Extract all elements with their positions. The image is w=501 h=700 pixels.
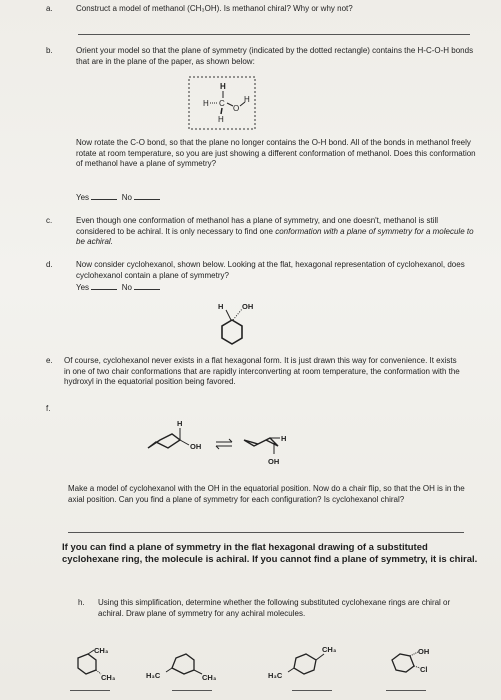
no-label: No bbox=[121, 283, 132, 292]
question-c-text-italic: conformation with a plane of symmetry for a molecule to be achiral. bbox=[76, 226, 474, 246]
molecule-4 bbox=[384, 640, 444, 684]
question-h-text: Using this simplification, determine whether the following substituted cyclohexane rings are chiral or achiral. Draw plane of symmetry for any achiral molecules. bbox=[98, 598, 451, 618]
chair2-h: H bbox=[281, 434, 287, 443]
molecule-1 bbox=[64, 644, 124, 684]
question-e-label: e. bbox=[46, 356, 53, 365]
chair2-oh: OH bbox=[268, 457, 280, 466]
methanol-o: O bbox=[233, 104, 240, 113]
question-a-label: a. bbox=[46, 4, 53, 13]
molecule-1-sub2: CH₃ bbox=[101, 673, 116, 682]
methanol-c: C bbox=[219, 99, 225, 108]
question-f-text: Make a model of cyclohexanol with the OH in the equatorial position. Now do a chair flip, so that the OH is in the axial position. Can you find a plane of symmetry for each configuration? Is cyclohexanol chiral? bbox=[68, 484, 465, 504]
question-d-text: Now consider cyclohexanol, shown below. Looking at the flat, hexagonal representation of cyclohexanol, does cyclohexanol contain a plane of symmetry? bbox=[76, 260, 465, 280]
cyclohexanol-oh: OH bbox=[242, 302, 254, 311]
answer-blank-3[interactable] bbox=[292, 690, 332, 691]
question-f-label: f. bbox=[46, 404, 51, 413]
answer-blank-1[interactable] bbox=[70, 690, 110, 691]
question-e-text: Of course, cyclohexanol never exists in a flat hexagonal form. It is just drawn this way for convenience. It exists in one of two chair conformations that are rapidly interconverting at room temperature, the conformation with the hydroxyl in the equatorial position being favored. bbox=[64, 356, 460, 386]
chirality-rule: If you can find a plane of symmetry in the flat hexagonal drawing of a substituted cyclohexane ring, the molecule is achiral. If you cannot find a plane of symmetry, it is chiral. bbox=[62, 542, 478, 565]
methanol-h-right: H bbox=[244, 95, 250, 104]
methanol-h-top: H bbox=[220, 82, 226, 91]
molecule-4-sub1: OH bbox=[418, 647, 430, 656]
no-label: No bbox=[121, 193, 132, 202]
question-c-text bbox=[76, 216, 476, 248]
molecule-3-sub1: H₃C bbox=[268, 671, 283, 680]
cyclohexanol-h: H bbox=[218, 302, 224, 311]
question-h-label: h. bbox=[78, 598, 85, 607]
chair-conformations bbox=[140, 418, 330, 468]
molecule-1-sub1: CH₃ bbox=[94, 646, 109, 655]
no-blank[interactable] bbox=[134, 282, 160, 290]
answer-line-f[interactable] bbox=[68, 532, 464, 533]
cyclohexanol-flat-structure bbox=[212, 300, 272, 348]
methanol-h-left: H bbox=[203, 99, 209, 108]
methanol-h-bottom: H bbox=[218, 115, 224, 124]
question-d-label: d. bbox=[46, 260, 53, 269]
answer-line-a[interactable] bbox=[78, 34, 470, 35]
chair1-oh: OH bbox=[190, 442, 202, 451]
question-b-label: b. bbox=[46, 46, 53, 55]
molecule-2-sub2: CH₃ bbox=[202, 673, 217, 682]
question-d-yes-no bbox=[76, 282, 160, 294]
molecule-3 bbox=[262, 640, 352, 684]
answer-blank-4[interactable] bbox=[386, 690, 426, 691]
molecule-2-sub1: H₃C bbox=[146, 671, 161, 680]
yes-blank[interactable] bbox=[91, 192, 117, 200]
yes-label: Yes bbox=[76, 283, 90, 292]
molecule-3-sub2: CH₃ bbox=[322, 645, 337, 654]
no-blank[interactable] bbox=[134, 192, 160, 200]
question-c-text-normal: Even though one conformation of methanol has a plane of symmetry, and one doesn't, methanol is still considered to be achiral. It is only necessary to find one bbox=[76, 216, 439, 236]
molecule-4-sub2: Cl bbox=[420, 665, 428, 674]
answer-blank-2[interactable] bbox=[172, 690, 212, 691]
yes-blank[interactable] bbox=[91, 282, 117, 290]
chair1-h: H bbox=[177, 419, 183, 428]
question-b-rotate-text: Now rotate the C-O bond, so that the plane no longer contains the O-H bond. All of the bonds in methanol freely rotate at room temperature, so you are just showing a different conformation of methanol. Does this conformation of methanol have a plane of symmetry? bbox=[76, 138, 476, 168]
methanol-structure bbox=[188, 76, 258, 134]
molecule-2 bbox=[146, 644, 236, 684]
yes-label: Yes bbox=[76, 193, 90, 202]
question-b-text: Orient your model so that the plane of symmetry (indicated by the dotted rectangle) contains the H-C-O-H bonds that are in the plane of the paper, as shown below: bbox=[76, 46, 474, 66]
question-b-yes-no bbox=[76, 192, 160, 204]
question-a-text: Construct a model of methanol (CH₃OH). Is methanol chiral? Why or why not? bbox=[76, 4, 353, 13]
question-c-label: c. bbox=[46, 216, 53, 225]
